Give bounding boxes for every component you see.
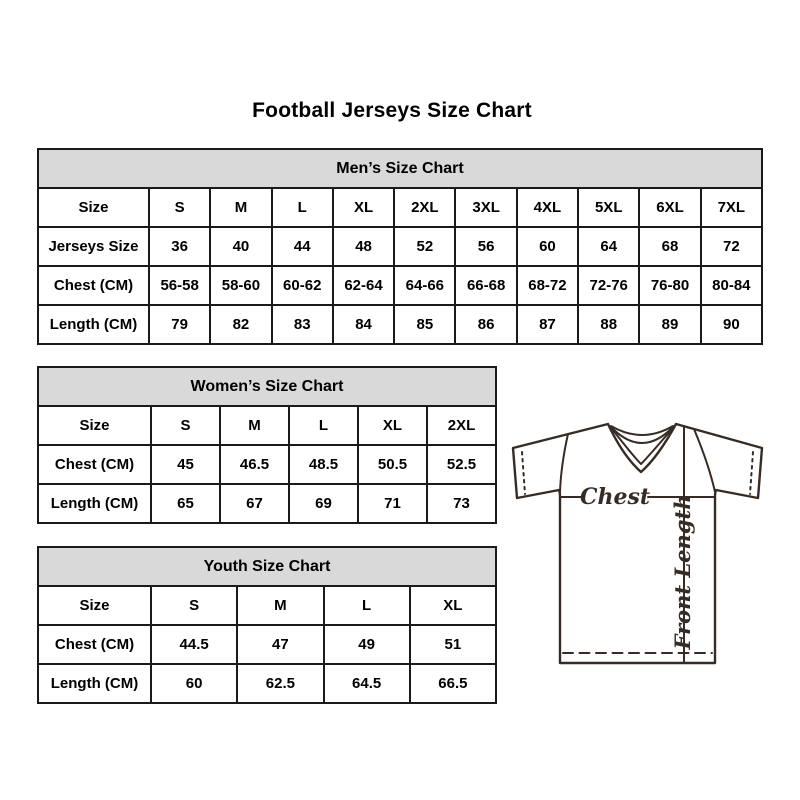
table-header-row [38,547,496,586]
value-cell: 4XL [517,188,578,227]
value-cell: 64.5 [324,664,410,703]
front-length-label: Front Length [670,494,695,650]
value-cell: 65 [151,484,220,523]
value-cell: 76-80 [639,266,700,305]
value-cell: XL [358,406,427,445]
table-row [38,625,496,664]
value-cell: 40 [210,227,271,266]
value-cell: 48.5 [289,445,358,484]
value-cell: 64 [578,227,639,266]
value-cell: 83 [272,305,333,344]
value-cell: 47 [237,625,323,664]
value-cell: 67 [220,484,289,523]
table-header-row [38,149,762,188]
value-cell: M [210,188,271,227]
row-label-cell: Size [38,586,151,625]
value-cell: L [289,406,358,445]
chest-label: Chest [579,484,651,510]
value-cell: 56-58 [149,266,210,305]
value-cell: 80-84 [701,266,762,305]
value-cell: 66-68 [455,266,516,305]
row-label-cell: Size [38,406,151,445]
value-cell: 45 [151,445,220,484]
page-title: Football Jerseys Size Chart [252,99,532,122]
left-cuff-stitch-line [522,452,525,494]
value-cell: 62.5 [237,664,323,703]
value-cell: 90 [701,305,762,344]
mens-table-title: Men’s Size Chart [38,149,762,188]
value-cell: 60-62 [272,266,333,305]
table-row [38,484,496,523]
value-cell: 56 [455,227,516,266]
value-cell: 52.5 [427,445,496,484]
row-label-cell: Length (CM) [38,484,151,523]
table-row [38,227,762,266]
right-cuff-stitch-line [750,452,753,494]
value-cell: 89 [639,305,700,344]
value-cell: 72-76 [578,266,639,305]
row-label-cell: Jerseys Size [38,227,149,266]
value-cell: S [151,406,220,445]
table-row [38,406,496,445]
value-cell: 7XL [701,188,762,227]
jersey-measurement-diagram [500,400,780,680]
youth-size-chart-table [37,546,497,704]
value-cell: 58-60 [210,266,271,305]
row-label-cell: Size [38,188,149,227]
value-cell: 69 [289,484,358,523]
value-cell: 64-66 [394,266,455,305]
value-cell: 51 [410,625,496,664]
value-cell: 60 [151,664,237,703]
table-row [38,445,496,484]
right-armhole-seam [694,429,715,492]
value-cell: 86 [455,305,516,344]
value-cell: 3XL [455,188,516,227]
value-cell: 44 [272,227,333,266]
value-cell: 82 [210,305,271,344]
value-cell: 68 [639,227,700,266]
row-label-cell: Chest (CM) [38,625,151,664]
table-row [38,664,496,703]
value-cell: 44.5 [151,625,237,664]
table-header-row [38,367,496,406]
value-cell: M [237,586,323,625]
value-cell: S [151,586,237,625]
value-cell: L [272,188,333,227]
value-cell: 6XL [639,188,700,227]
value-cell: 5XL [578,188,639,227]
jersey-illustration [500,400,780,680]
row-label-cell: Chest (CM) [38,266,149,305]
table-row [38,305,762,344]
row-label-cell: Length (CM) [38,305,149,344]
row-label-cell: Chest (CM) [38,445,151,484]
value-cell: 66.5 [410,664,496,703]
value-cell: 60 [517,227,578,266]
value-cell: 68-72 [517,266,578,305]
value-cell: 73 [427,484,496,523]
value-cell: 88 [578,305,639,344]
value-cell: S [149,188,210,227]
left-armhole-seam [560,434,568,492]
value-cell: 2XL [427,406,496,445]
value-cell: M [220,406,289,445]
value-cell: 85 [394,305,455,344]
table-row [38,188,762,227]
womens-size-chart-table [37,366,497,524]
youth-table-title: Youth Size Chart [38,547,496,586]
value-cell: 71 [358,484,427,523]
value-cell: 50.5 [358,445,427,484]
value-cell: 72 [701,227,762,266]
value-cell: 46.5 [220,445,289,484]
value-cell: 48 [333,227,394,266]
value-cell: 49 [324,625,410,664]
value-cell: 84 [333,305,394,344]
value-cell: L [324,586,410,625]
value-cell: 87 [517,305,578,344]
value-cell: 52 [394,227,455,266]
value-cell: XL [333,188,394,227]
value-cell: 36 [149,227,210,266]
table-row [38,266,762,305]
value-cell: XL [410,586,496,625]
womens-table-title: Women’s Size Chart [38,367,496,406]
mens-size-chart-table [37,148,763,345]
value-cell: 79 [149,305,210,344]
collar-back-arc [611,426,673,435]
value-cell: 62-64 [333,266,394,305]
value-cell: 2XL [394,188,455,227]
table-row [38,586,496,625]
row-label-cell: Length (CM) [38,664,151,703]
